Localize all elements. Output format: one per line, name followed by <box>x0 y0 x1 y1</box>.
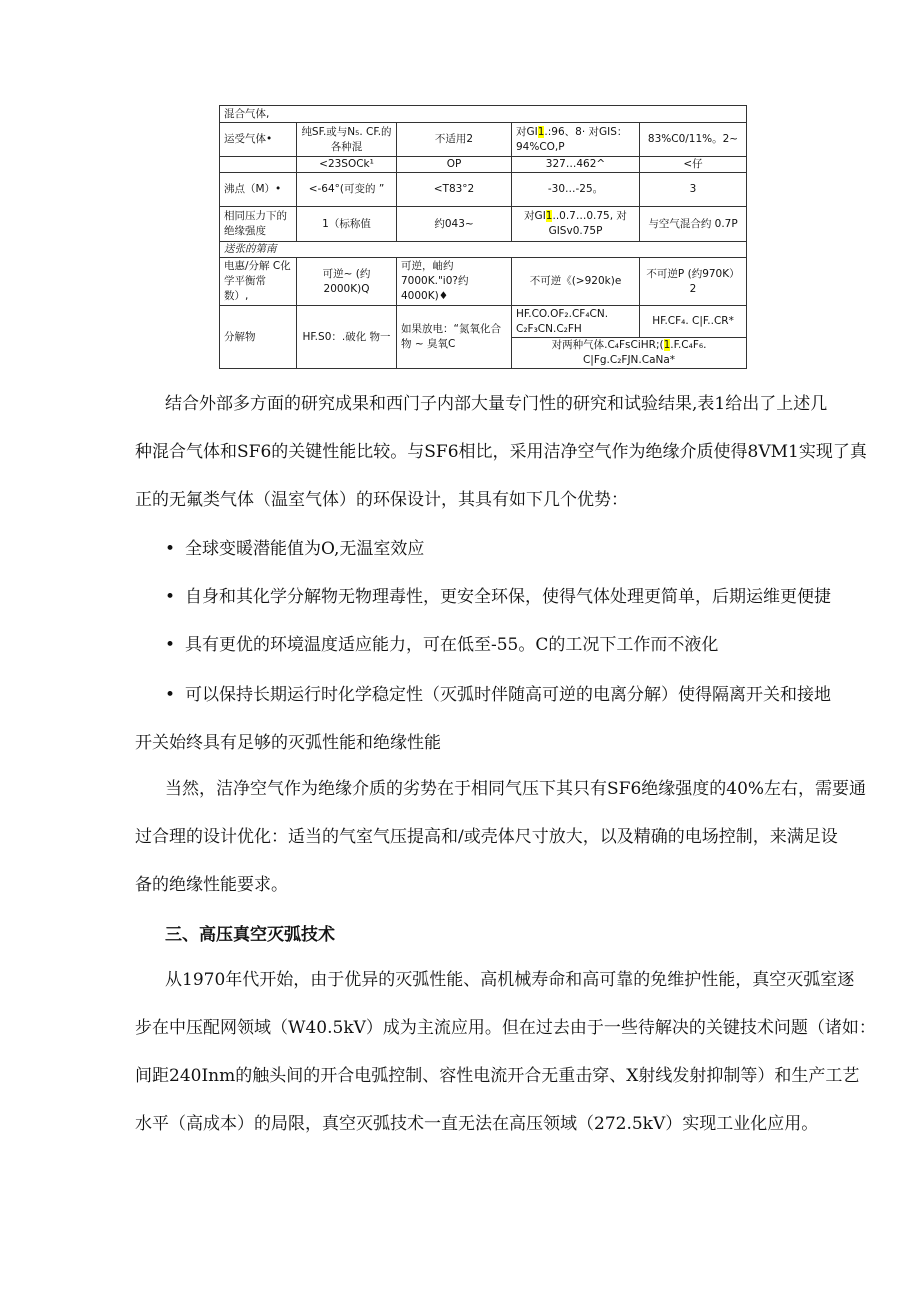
row-label-cell: 分解物 <box>220 306 297 369</box>
table-cell: 可逆，岫约7000K."i0?约 4000K)♦ <box>397 258 512 306</box>
paragraph-vacuum <box>135 956 876 1148</box>
gas-comparison-table <box>219 105 746 367</box>
table-cell: 对两种气体.C₄FsCiHR;(1.F.C₄F₆. C|Fg.C₂FJN.CaNa* <box>512 338 747 369</box>
row-label-cell: 运受气体• <box>220 123 297 157</box>
table-row <box>220 123 747 157</box>
table-row <box>220 157 747 173</box>
bullet-continuation: 开关始终具有足够的灭弧性能和绝缘性能 <box>135 733 441 753</box>
bullet-item <box>165 630 718 655</box>
text-line: 正的无氟类气体（温室气体）的环保设计，其具有如下几个优势： <box>135 490 628 510</box>
table-row <box>220 306 747 338</box>
table-row <box>220 106 747 123</box>
section-heading: 三、高压真空灭弧技术 <box>165 925 335 945</box>
table-cell: 不可逆P (约970K）2 <box>640 258 747 306</box>
table-cell: <-64°(可变的 ” <box>297 173 397 207</box>
table-cell: HF.S0：.破化 物一 <box>297 306 397 369</box>
table-cell: -30…-25。 <box>512 173 640 207</box>
table-row <box>220 173 747 207</box>
table-row <box>220 258 747 306</box>
table-cell: 3 <box>640 173 747 207</box>
text-line: 步在中压配网领域（W40.5kV）成为主流应用。但在过去由于一些待解决的关键技术问题（诸如： <box>135 1018 876 1038</box>
table-header-cell: 混合气体, <box>220 106 747 123</box>
text-line: 从1970年代开始，由于优异的灭弧性能、高机械寿命和高可靠的免维护性能，真空灭弧室逐 <box>165 970 855 990</box>
bullet-item <box>165 582 831 607</box>
text-line: 过合理的设计优化：适当的气室气压提高和/或壳体尺寸放大，以及精确的电场控制，来满足设 <box>135 827 838 847</box>
table-cell: 1（标称值 <box>297 207 397 242</box>
bullet-item <box>165 534 424 559</box>
bullet-dot-icon: • <box>165 587 176 607</box>
table-cell: OP <box>397 157 512 173</box>
paragraph-disadvantage <box>135 765 867 909</box>
row-label-cell: 相同压力下的 绝缘强度 <box>220 207 297 242</box>
paragraph-intro <box>135 380 867 524</box>
table-cell: 对GI1..0.7…0.75, 对GISv0.75P <box>512 207 640 242</box>
table-cell: 不可逆《(>920k)e <box>512 258 640 306</box>
row-label-cell: 电惠/分解 C化学平衡常 数）, <box>220 258 297 306</box>
table-row <box>220 242 747 258</box>
table-row <box>220 207 747 242</box>
table-cell: 纯SF.或与N₅. CF.的各种混 <box>297 123 397 157</box>
row-label-cell <box>220 157 297 173</box>
bullet-text: 可以保持长期运行时化学稳定性（灭弧时伴随高可逆的电离分解）使得隔离开关和接地 <box>185 685 831 705</box>
table-cell: 与空气混合约 0.7P <box>640 207 747 242</box>
text-line: 当然，洁净空气作为绝缘介质的劣势在于相同气压下其只有SF6绝缘强度的40%左右，需要通 <box>165 779 867 799</box>
text-line: 备的绝缘性能要求。 <box>135 875 288 895</box>
table-cell: <T83°2 <box>397 173 512 207</box>
table-cell: 对GI1.:96、8· 对GIS：94%CO,P <box>512 123 640 157</box>
bullet-dot-icon: • <box>165 635 176 655</box>
table-cell: 约043~ <box>397 207 512 242</box>
bullet-text: 具有更优的环境温度适应能力，可在低至-55。C的工况下工作而不液化 <box>185 635 719 655</box>
text-line: 种混合气体和SF6的关键性能比较。与SF6相比，采用洁净空气作为绝缘介质使得8VM1实现了真 <box>135 442 867 462</box>
bullet-dot-icon: • <box>165 539 176 559</box>
table-cell: <23SOCk¹ <box>297 157 397 173</box>
bullet-text: 自身和其化学分解物无物理毒性，更安全环保，使得气体处理更简单，后期运维更便捷 <box>185 587 831 607</box>
table-cell: 如果放电：“氮氧化合物 ~ 臭氧C <box>397 306 512 369</box>
row-label-cell: 沸点（M）• <box>220 173 297 207</box>
bullet-text: 全球变暖潜能值为O,无温室效应 <box>185 539 425 559</box>
table-cell: 83%C0/11%。2~ <box>640 123 747 157</box>
table-cell: HF.CF₄. C|F..CR* <box>640 306 747 338</box>
table-cell: 327…462^ <box>512 157 640 173</box>
bullet-dot-icon: • <box>165 685 176 705</box>
bullet-item <box>165 680 831 705</box>
table-cell: <仔 <box>640 157 747 173</box>
text-line: 水平（高成本）的局限，真空灭弧技术一直无法在高压领域（272.5kV）实现工业化应用。 <box>135 1114 819 1134</box>
table-cell: 不适用2 <box>397 123 512 157</box>
section-label-cell: 送张的第南 <box>220 242 747 258</box>
text-line: 间距240Inm的触头间的开合电弧控制、容性电流开合无重击穿、X射线发射抑制等）和生产工艺 <box>135 1066 860 1086</box>
text-line: 结合外部多方面的研究成果和西门子内部大量专门性的研究和试验结果,表1给出了上述几 <box>165 394 828 414</box>
table-cell: HF.CO.OF₂.CF₄CN. C₂F₃CN.C₂FH <box>512 306 640 338</box>
table-cell: 可逆~ (约2000K)Q <box>297 258 397 306</box>
